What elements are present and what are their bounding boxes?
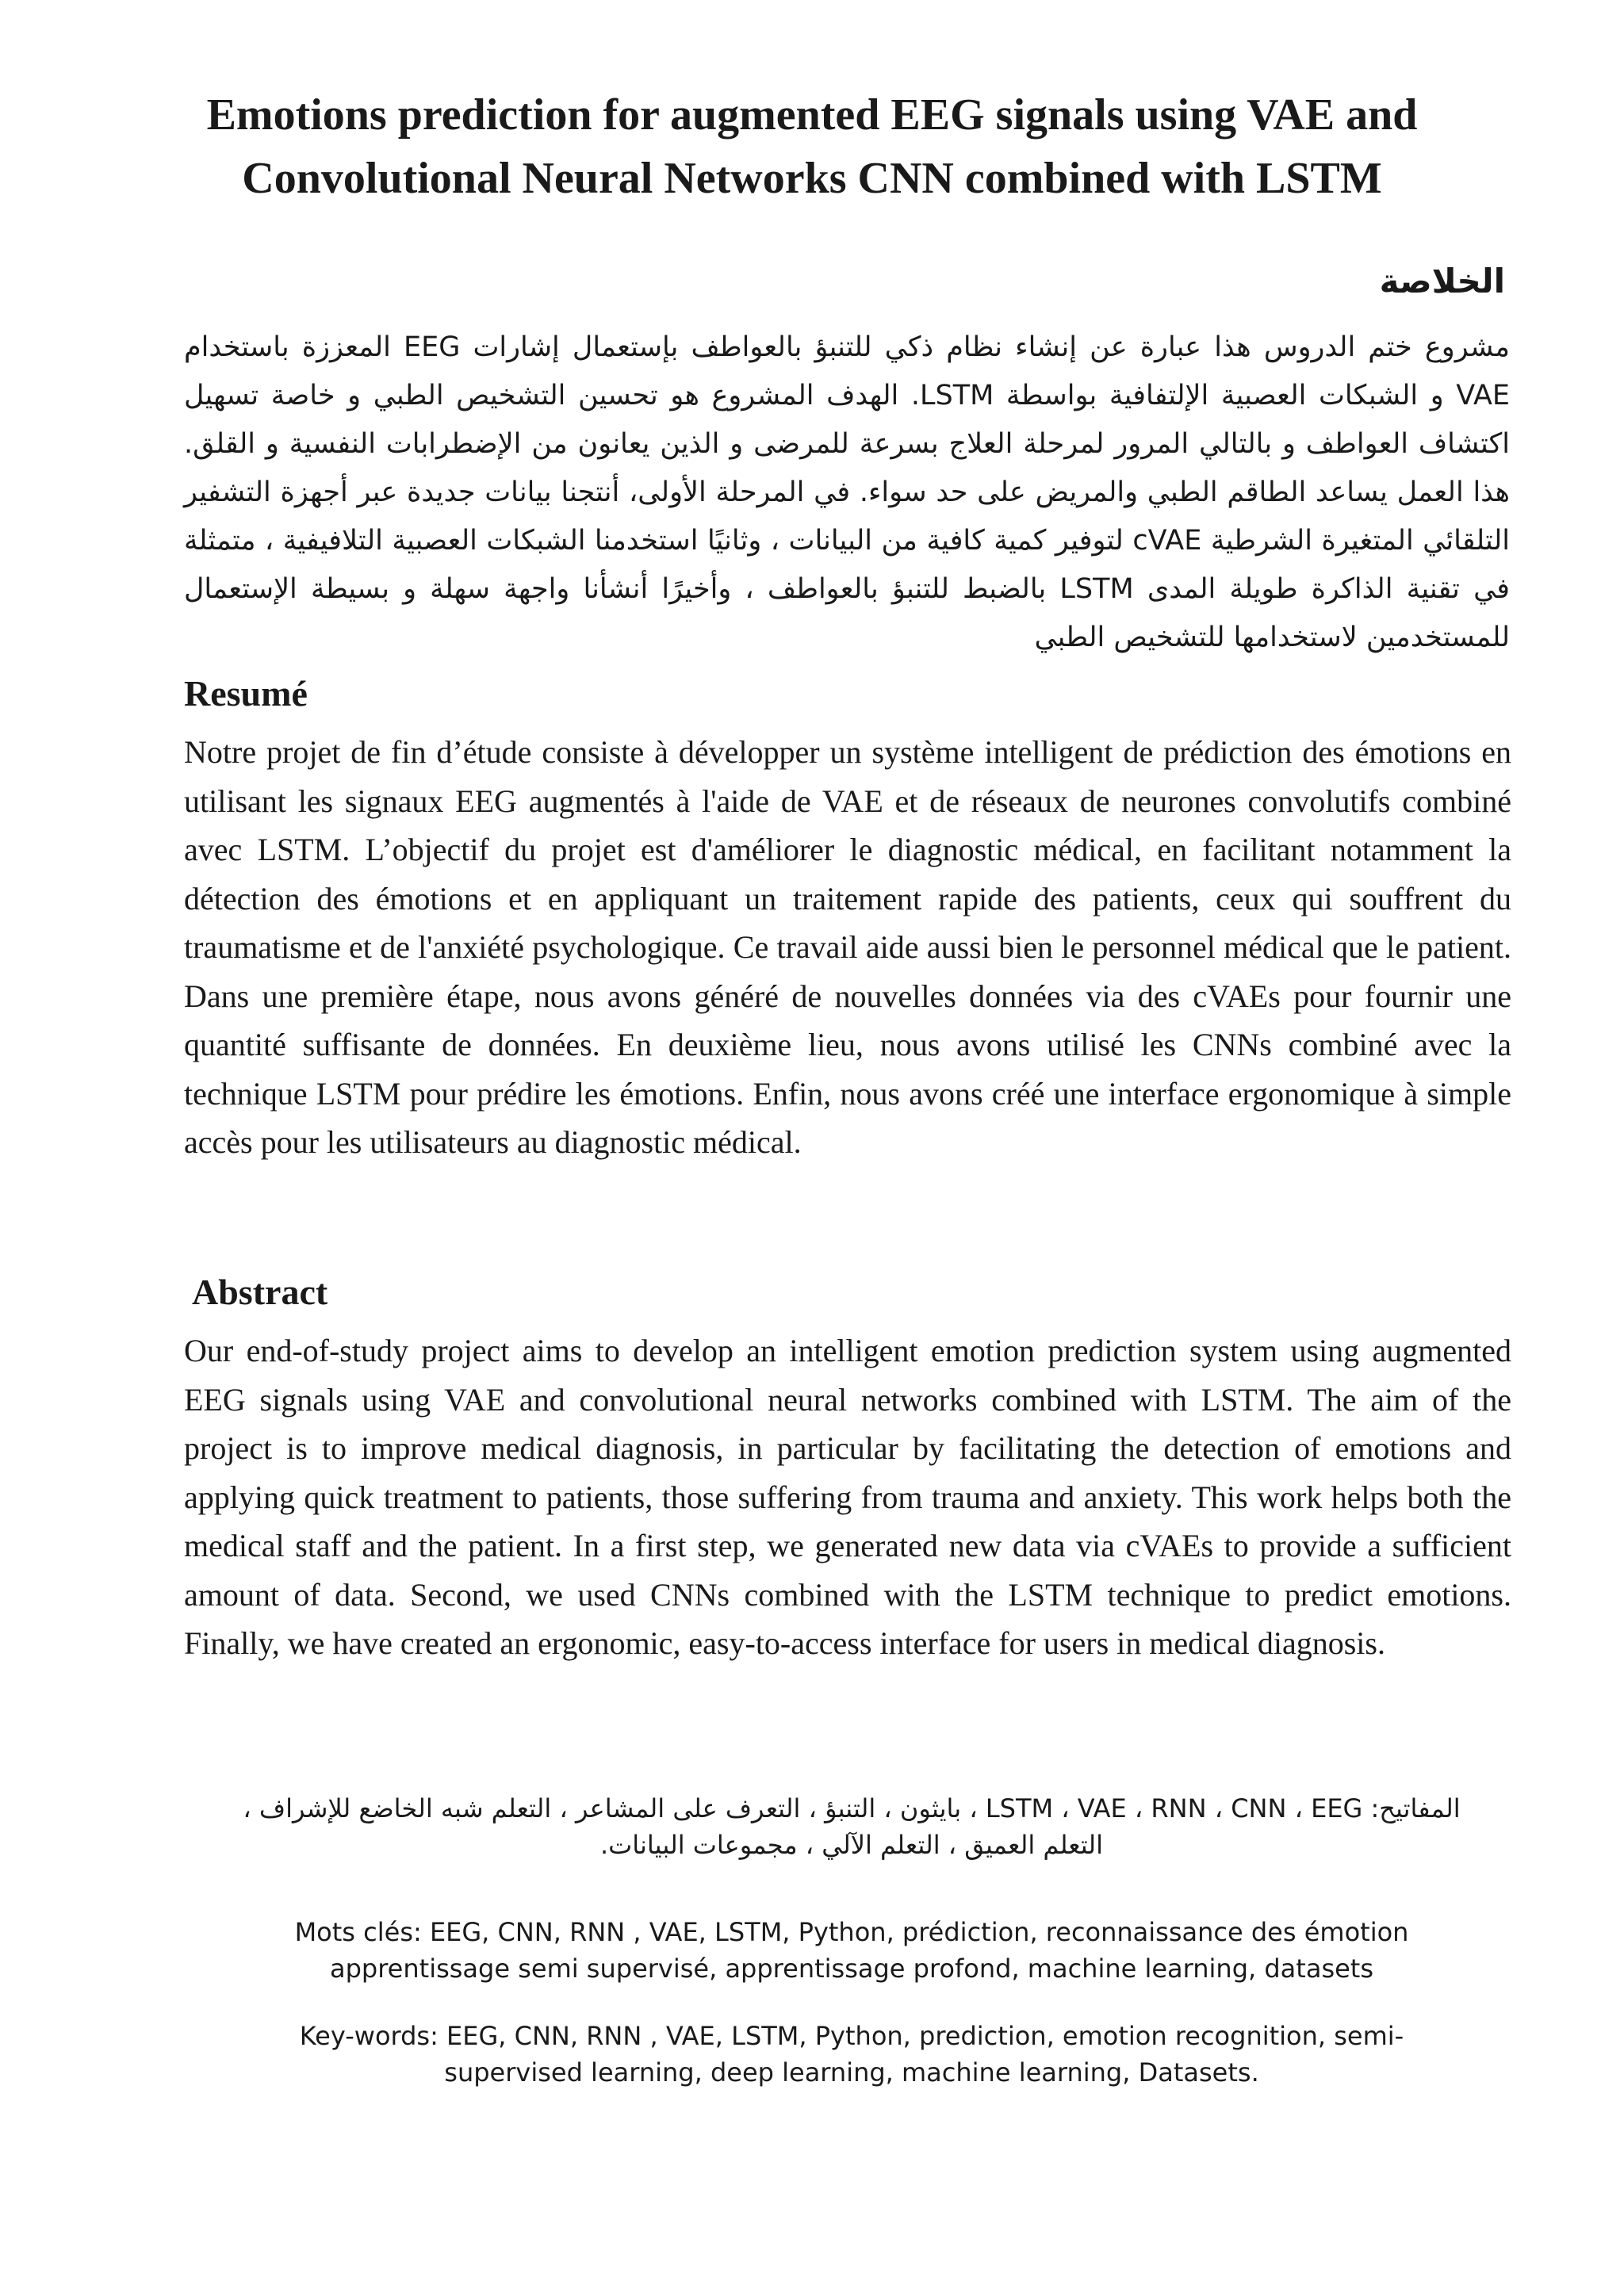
abstract-heading: Abstract — [192, 1272, 328, 1312]
keywords-english: Key-words: EEG, CNN, RNN , VAE, LSTM, Python, prediction, emotion recognition, semi-supervised learning, deep learning, machine learning, Datasets. — [299, 2021, 1404, 2087]
resume-body: Notre projet de fin d’étude consiste à développer un système intelligent de prédiction des émotions en utilisant les signaux EEG augmentés à l'aide de VAE et de réseaux de neurones convolutifs combiné avec LSTM. L’objectif du projet est d'améliorer le diagnostic médical, en facilitant notamment la détection des émotions et en appliquant un traitement rapide des patients, ceux qui souffrent du traumatisme et de l'anxiété psychologique. Ce travail aide aussi bien le personnel médical que le patient. Dans une première étape, nous avons généré de nouvelles données via des cVAEs pour fournir une quantité suffisante de données. En deuxième lieu, nous avons utilisé les CNNs combiné avec la technique LSTM pour prédire les émotions. Enfin, nous avons créé une interface ergonomique à simple accès pour les utilisateurs au diagnostic médical. — [184, 734, 1511, 1160]
document-title: Emotions prediction for augmented EEG signals using VAE and Convolutional Neural Networks CNN combined with LSTM — [206, 90, 1418, 203]
keywords-arabic: المفاتيح: LSTM ، VAE ، RNN ، CNN ، EEG ، بايثون ، التنبؤ ، التعرف على المشاعر ، التعلم شبه الخاضع للإشراف ، التعلم العميق ، التعلم الآلي ، مجموعات البيانات. — [243, 1793, 1461, 1860]
arabic-summary-body: مشروع ختم الدروس هذا عبارة عن إنشاء نظام ذكي للتنبؤ بالعواطف بإستعمال إشارات EEG المعززة باستخدام VAE و الشبكات العصبية الإلتفافية بواسطة LSTM. الهدف المشروع هو تحسين التشخيص الطبي و خاصة تسهيل اكتشاف العواطف و بالتالي المرور لمرحلة العلاج بسرعة للمرضى و الذين يعانون من الإضطرابات النفسية و القلق. هذا العمل يساعد الطاقم الطبي والمريض على حد سواء. في المرحلة الأولى، أنتجنا بيانات جديدة عبر أجهزة التشفير التلقائي المتغيرة الشرطية cVAE لتوفير كمية كافية من البيانات ، وثانيًا استخدمنا الشبكات العصبية التلافيفية ، متمثلة في تقنية الذاكرة طويلة المدى LSTM بالضبط للتنبؤ بالعواطف ، وأخيرًا أنشأنا واجهة سهلة و بسيطة الإستعمال للمستخدمين لاستخدامها للتشخيص الطبي — [184, 331, 1511, 653]
keywords-french: Mots clés: EEG, CNN, RNN , VAE, LSTM, Python, prédiction, reconnaissance des émotion apprentissage semi supervisé, apprentissage profond, machine learning, datasets — [294, 1917, 1409, 1984]
abstract-body: Our end-of-study project aims to develop an intelligent emotion prediction system using augmented EEG signals using VAE and convolutional neural networks combined with LSTM. The aim of the project is to improve medical diagnosis, in particular by facilitating the detection of emotions and applying quick treatment to patients, those suffering from trauma and anxiety. This work helps both the medical staff and the patient. In a first step, we generated new data via cVAEs to provide a sufficient amount of data. Second, we used CNNs combined with the LSTM technique to predict emotions. Finally, we have created an ergonomic, easy-to-access interface for users in medical diagnosis. — [184, 1333, 1511, 1661]
resume-heading: Resumé — [184, 673, 308, 714]
arabic-summary-heading: الخلاصة — [1379, 262, 1505, 300]
